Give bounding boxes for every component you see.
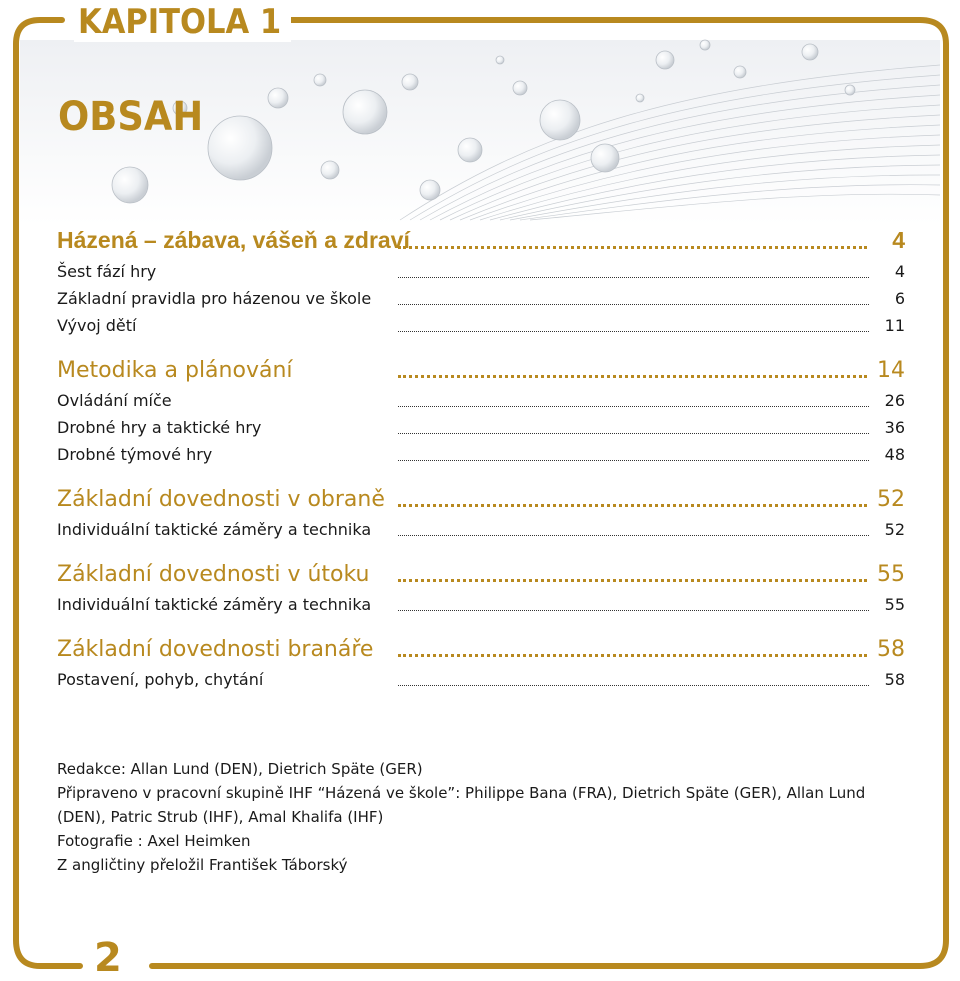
toc-section-heading[interactable] [57, 555, 905, 589]
toc-heading-page: 52 [877, 487, 905, 512]
toc-entry-label: Individuální taktické záměry a technika [57, 595, 372, 614]
toc-section-heading[interactable] [57, 480, 905, 514]
toc-heading-page: 58 [877, 637, 905, 662]
toc-entry-label: Šest fází hry [57, 262, 157, 281]
dotted-leader [398, 277, 869, 278]
toc-heading-label: Metodika a plánování [57, 358, 293, 383]
toc-entry[interactable] [57, 439, 905, 466]
toc-entry-page: 26 [884, 391, 905, 410]
toc-section-heading[interactable] [57, 222, 905, 256]
credits-translation: Z angličtiny přeložil František Táborský [57, 856, 348, 874]
toc-entry-page: 48 [884, 445, 905, 464]
dotted-leader [398, 304, 869, 305]
toc-heading-label: Základní dovednosti v obraně [57, 487, 385, 512]
dotted-leader [398, 535, 869, 536]
toc-heading-page: 14 [877, 358, 905, 383]
toc-heading-page: 4 [892, 227, 905, 253]
toc-entry-label: Individuální taktické záměry a technika [57, 520, 372, 539]
toc-entry-label: Drobné týmové hry [57, 445, 213, 464]
toc-entry-page: 4 [894, 262, 905, 281]
dotted-leader [398, 331, 869, 332]
credits-photo: Fotografie : Axel Heimken [57, 832, 251, 850]
toc-entry-page: 58 [884, 670, 905, 689]
toc-entry-page: 55 [884, 595, 905, 614]
page-title: OBSAH [58, 94, 204, 140]
toc-entry[interactable] [57, 256, 905, 283]
dotted-leader [398, 460, 869, 461]
toc-entry-page: 36 [884, 418, 905, 437]
toc-entry-label: Drobné hry a taktické hry [57, 418, 262, 437]
toc-entry[interactable] [57, 412, 905, 439]
credits-prepared: Připraveno v pracovní skupině IHF “Házená ve škole”: Philippe Bana (FRA), Dietrich Späte (GER), Allan Lund (DEN), Patric Strub (IHF), Amal Khalifa (IHF) [57, 784, 866, 826]
toc-section-heading[interactable] [57, 630, 905, 664]
toc-heading-label: Základní dovednosti branáře [57, 637, 374, 662]
dotted-leader [398, 246, 867, 249]
page-number: 2 [88, 935, 134, 981]
toc-entry[interactable] [57, 589, 905, 616]
toc-entry-label: Vývoj dětí [57, 316, 137, 335]
table-of-contents [57, 222, 905, 691]
toc-entry-label: Ovládání míče [57, 391, 172, 410]
toc-entry-page: 6 [894, 289, 905, 308]
dotted-leader [398, 610, 869, 611]
toc-entry[interactable] [57, 283, 905, 310]
dotted-leader [398, 685, 869, 686]
toc-entry-label: Základní pravidla pro házenou ve škole [57, 289, 372, 308]
toc-heading-label: Základní dovednosti v útoku [57, 562, 370, 587]
credits-block [57, 757, 907, 877]
dotted-leader [398, 504, 867, 507]
toc-heading-label: Házená – zábava, vášeň a zdraví [57, 227, 410, 253]
toc-entry-page: 52 [884, 520, 905, 539]
dotted-leader [398, 375, 867, 378]
toc-heading-page: 55 [877, 562, 905, 587]
dotted-leader [398, 654, 867, 657]
toc-entry-page: 11 [884, 316, 905, 335]
toc-entry[interactable] [57, 514, 905, 541]
toc-entry[interactable] [57, 385, 905, 412]
dotted-leader [398, 433, 869, 434]
dotted-leader [398, 579, 867, 582]
toc-section-heading[interactable] [57, 351, 905, 385]
toc-entry-label: Postavení, pohyb, chytání [57, 670, 264, 689]
credits-editors: Redakce: Allan Lund (DEN), Dietrich Späte (GER) [57, 760, 423, 778]
dotted-leader [398, 406, 869, 407]
toc-entry[interactable] [57, 664, 905, 691]
chapter-label: KAPITOLA 1 [74, 2, 291, 42]
toc-entry[interactable] [57, 310, 905, 337]
